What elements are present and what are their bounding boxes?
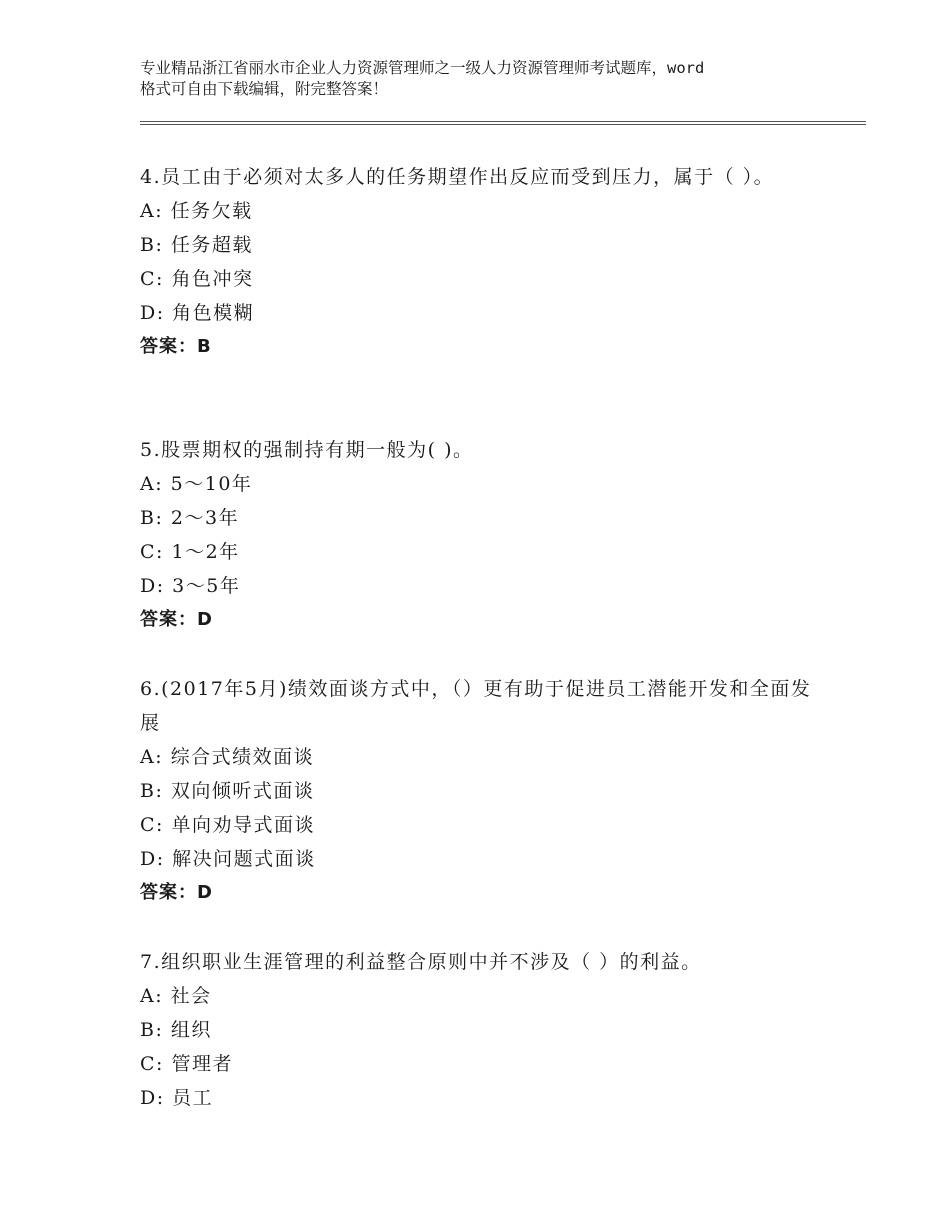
question-text: 4.员工由于必须对太多人的任务期望作出反应而受到压力，属于（ ）。 xyxy=(140,166,775,188)
question-text: 6.(2017年5月)绩效面谈方式中，（）更有助于促进员工潜能开发和全面发展 xyxy=(140,678,812,734)
header-divider-top xyxy=(140,121,866,122)
answer-label: 答案：D xyxy=(140,609,213,630)
header-line-1: 专业精品浙江省丽水市企业人力资源管理师之一级人力资源管理师考试题库，word xyxy=(140,59,705,77)
option-d: D: 员工 xyxy=(140,1087,214,1109)
option-c: C: 管理者 xyxy=(140,1053,233,1075)
question-text: 7.组织职业生涯管理的利益整合原则中并不涉及（ ）的利益。 xyxy=(140,951,702,973)
document-header xyxy=(140,58,840,100)
question-6 xyxy=(140,672,830,910)
option-b: B: 双向倾听式面谈 xyxy=(140,780,315,802)
option-c: C: 角色冲突 xyxy=(140,268,254,290)
answer-label: 答案：D xyxy=(140,882,213,903)
option-b: B: 2～3年 xyxy=(140,507,240,529)
option-c: C: 1～2年 xyxy=(140,541,240,563)
question-text: 5.股票期权的强制持有期一般为( )。 xyxy=(140,439,474,461)
question-5 xyxy=(140,433,830,637)
question-4 xyxy=(140,160,830,364)
header-divider-bottom xyxy=(140,124,866,125)
option-c: C: 单向劝导式面谈 xyxy=(140,814,315,836)
option-d: D: 3～5年 xyxy=(140,575,241,597)
option-b: B: 任务超载 xyxy=(140,234,253,256)
option-d: D: 角色模糊 xyxy=(140,302,255,324)
option-b: B: 组织 xyxy=(140,1019,212,1041)
option-a: A: 社会 xyxy=(140,985,212,1007)
answer-label: 答案：B xyxy=(140,336,212,357)
option-d: D: 解决问题式面谈 xyxy=(140,848,316,870)
question-7 xyxy=(140,945,830,1115)
header-line-2: 格式可自由下载编辑，附完整答案！ xyxy=(140,80,389,98)
option-a: A: 综合式绩效面谈 xyxy=(140,746,315,768)
option-a: A: 任务欠载 xyxy=(140,200,253,222)
option-a: A: 5～10年 xyxy=(140,473,253,495)
